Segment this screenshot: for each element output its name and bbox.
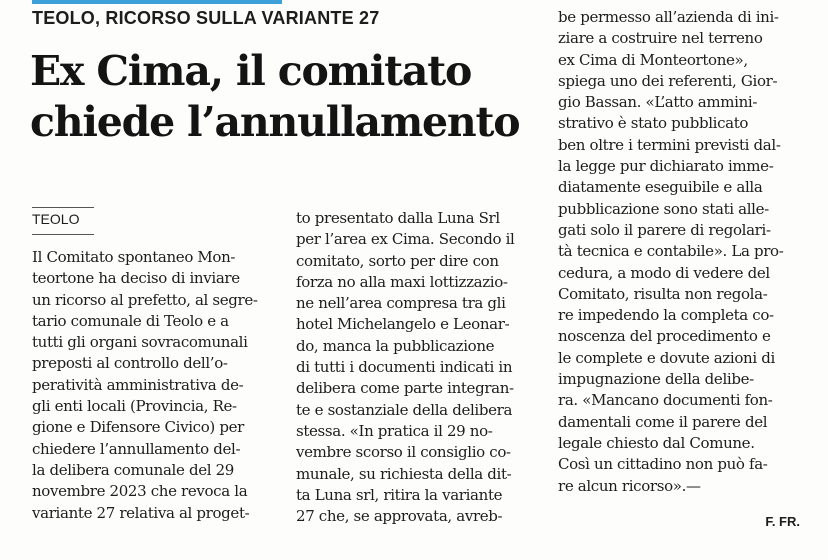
text-line: la delibera comunale del 29 [32, 460, 234, 479]
text-line: gione e Difensore Civico) per [32, 418, 244, 437]
text-line: noscenza del procedimento e [558, 327, 771, 346]
text-line: 27 che, se approvata, avreb- [296, 507, 503, 526]
text-line: gli enti locali (Provincia, Re- [32, 397, 237, 416]
text-line: Il Comitato spontaneo Mon- [32, 248, 236, 266]
text-line: novembre 2023 che revoca la [32, 482, 248, 501]
text-line: tà tecnica e contabile». La pro- [558, 242, 784, 261]
article-column-3 [558, 7, 802, 497]
text-line: be permesso all’azienda di ini- [558, 8, 779, 26]
text-line: hotel Michelangelo e Leonar- [296, 315, 510, 334]
text-line: teortone ha deciso di inviare [32, 269, 240, 288]
text-line: vembre scorso il consiglio co- [296, 443, 511, 462]
dateline-rule-bottom [32, 234, 94, 235]
text-line: variante 27 relativa al proget- [32, 503, 250, 522]
author-signature: F. FR. [765, 514, 800, 529]
text-line: munale, su richiesta della dit- [296, 464, 512, 483]
text-line: strativo è stato pubblicato [558, 114, 749, 133]
text-line: te e sostanziale della delibera [296, 400, 513, 419]
article-column-1 [32, 247, 274, 524]
text-line: legale chiesto dal Comune. [558, 433, 755, 452]
text-line: chiedere l’annullamento del- [32, 439, 241, 458]
text-line: peratività amministrativa de- [32, 375, 244, 394]
text-line: la legge pur dichiarato imme- [558, 157, 774, 176]
headline-line: chiede l’annullamento [30, 98, 520, 146]
text-line: do, manca la pubblicazione [296, 336, 495, 355]
dateline-rule-top [32, 207, 94, 208]
section-accent-bar [32, 0, 282, 4]
text-line: Comitato, risulta non regola- [558, 284, 768, 303]
text-line: re alcun ricorso».— [558, 476, 701, 495]
kicker: TEOLO, RICORSO SULLA VARIANTE 27 [32, 8, 380, 28]
text-line: re impedendo la completa co- [558, 306, 774, 325]
text-line: tutti gli organi sovracomunali [32, 333, 248, 352]
text-line: gati solo il parere di regolari- [558, 220, 771, 239]
text-line: per l’area ex Cima. Secondo il [296, 230, 515, 249]
text-line: ra. «Mancano documenti fon- [558, 391, 773, 410]
headline-line: Ex Cima, il comitato [30, 47, 472, 95]
text-line: gio Bassan. «L’atto ammini- [558, 93, 758, 112]
text-line: damentali come il parere del [558, 412, 768, 431]
text-line: ta Luna srl, ritira la variante [296, 485, 503, 504]
text-line: stessa. «In pratica il 29 no- [296, 421, 493, 440]
headline [30, 46, 550, 148]
text-line: Così un cittadino non può fa- [558, 455, 768, 474]
text-line: ex Cima di Monteortone», [558, 50, 748, 69]
text-line: ne nell’area compresa tra gli [296, 294, 506, 313]
text-line: di tutti i documenti indicati in [296, 358, 513, 377]
text-line: delibera come parte integran- [296, 379, 514, 398]
text-line: preposti al controllo dell’o- [32, 354, 228, 373]
text-line: ben oltre i termini previsti dal- [558, 135, 781, 154]
text-line: un ricorso al prefetto, al segre- [32, 290, 258, 309]
text-line: forza no alla maxi lottizzazio- [296, 272, 508, 291]
text-line: tario comunale di Teolo e a [32, 311, 229, 330]
article-column-2 [296, 208, 540, 527]
text-line: ziare a costruire nel terreno [558, 29, 763, 48]
text-line: diatamente eseguibile e alla [558, 178, 763, 197]
text-line: impugnazione della delibe- [558, 370, 754, 389]
text-line: spiega uno dei referenti, Gior- [558, 71, 778, 90]
dateline: TEOLO [32, 211, 80, 227]
text-line: cedura, a modo di vedere del [558, 263, 770, 282]
text-line: le complete e dovute azioni di [558, 348, 775, 367]
text-line: comitato, sorto per dire con [296, 251, 499, 270]
text-line: pubblicazione sono stati alle- [558, 199, 769, 218]
text-line: to presentato dalla Luna Srl [296, 209, 500, 227]
